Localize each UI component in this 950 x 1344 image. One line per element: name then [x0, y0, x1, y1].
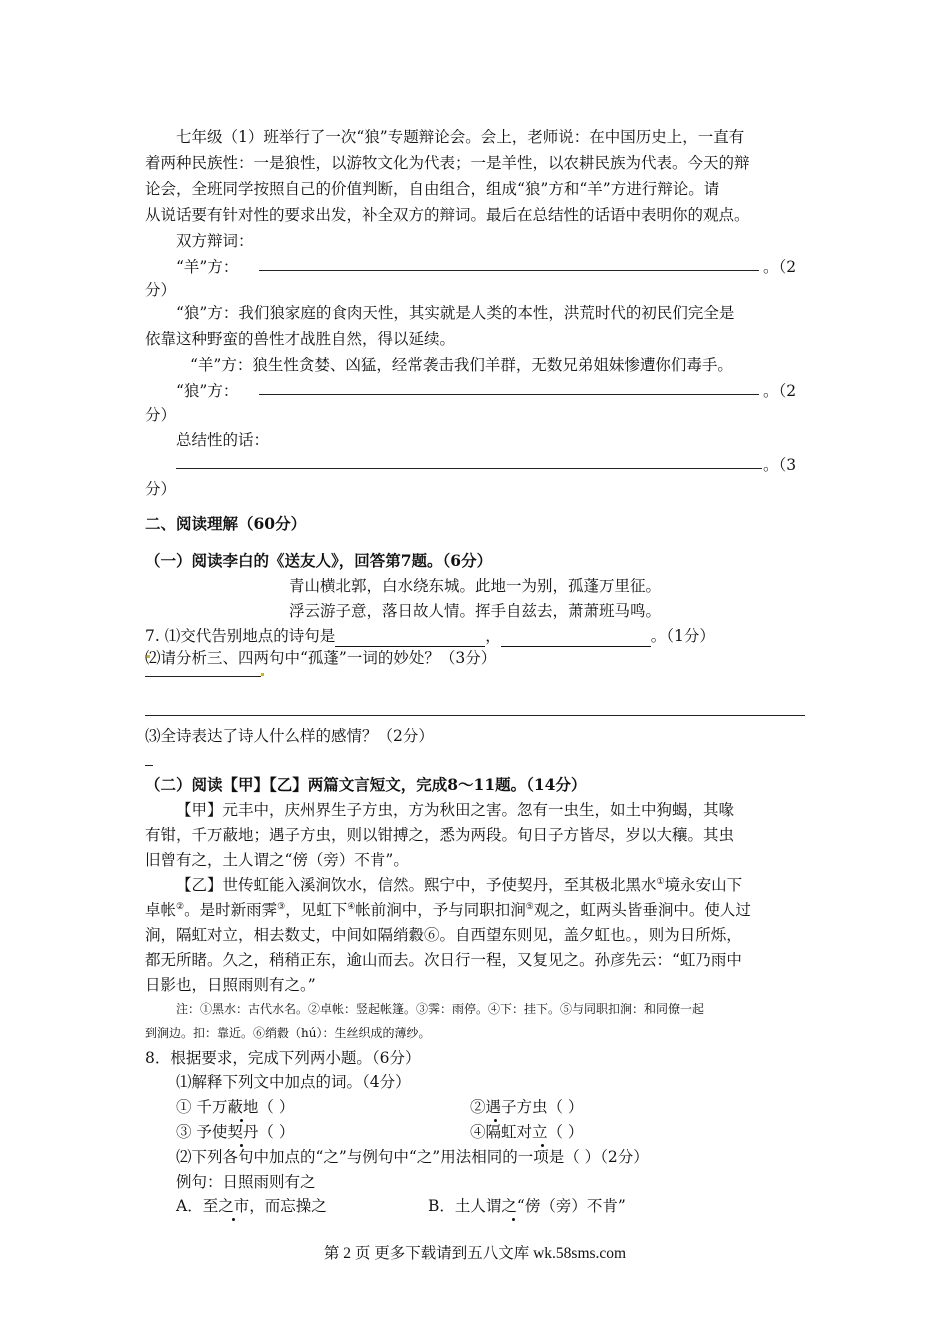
q7-2: ⑵请分析三、四两句中“孤蓬”一词的妙处？（3分）: [145, 649, 497, 667]
yi-line-1-text-a: 【乙】世传虹能入溪涧饮水，信然。熙宁中，予使契丹，至其极北黑水: [176, 876, 657, 894]
part-1-heading: （一）阅读李白的《送友人》，回答第7题。（6分）: [145, 551, 493, 570]
score-cont-1: 分）: [145, 281, 177, 299]
q8-2: ⑵下列各句中加点的“之”与例句中“之”用法相同的一项是（ ）（2分）: [176, 1148, 649, 1166]
yi-line-2-text-a: 卓帐: [145, 901, 177, 919]
q8-item-b[interactable]: ②遇子方虫（ ）: [470, 1098, 584, 1116]
q7-1-comma: ，: [485, 627, 501, 645]
score-end-1: 。（2: [763, 258, 797, 276]
q8-heading: 8．根据要求，完成下列两小题。（6分）: [145, 1049, 421, 1067]
q7-blank-2[interactable]: [501, 630, 651, 647]
score-cont-3: 分）: [145, 480, 177, 498]
yi-line-1: [176, 874, 742, 896]
yi-line-4: 都无所睹。久之，稍稍正东，逾山而去。次日行一程，又复见之。孙彦先云：“虹乃雨中: [145, 951, 742, 969]
q8-item-d[interactable]: ④隔虹对立（ ）: [470, 1123, 584, 1141]
emphasis-dot: [512, 1218, 515, 1221]
q8-1: ⑴解释下列文中加点的词。（4分）: [176, 1073, 411, 1091]
yi-line-2-text-e: 观之，虹两头皆垂涧中。使人过: [533, 901, 751, 919]
section-2-heading: 二、阅读理解（60分）: [145, 514, 307, 533]
notes-line-2: 到涧边。扣：靠近。⑥绡縠（hú）：生丝织成的薄纱。: [145, 1026, 431, 1040]
page-footer: 第 2 页 更多下载请到五八文库 wk.58sms.com: [323, 1245, 627, 1262]
note-ref-3: ③: [277, 901, 286, 912]
intro-line-4: 从说话要有针对性的要求出发，补全双方的辩词。最后在总结性的话语中表明你的观点。: [145, 206, 750, 224]
q7-1-suffix: 。（1分）: [650, 627, 715, 645]
emphasis-dot: [494, 1119, 497, 1122]
wolf-answer-blank[interactable]: [259, 394, 759, 395]
poem-line-2: 浮云游子意，落日故人情。挥手自兹去，萧萧班马鸣。: [289, 602, 662, 620]
yi-line-1-text-b: 境永安山下: [664, 876, 743, 894]
intro-line-2: 着两种民族性：一是狼性，以游牧文化为代表；一是羊性，以农耕民族为代表。今天的辩: [145, 154, 750, 172]
yi-line-2-text-b: 。是时新雨霁: [184, 901, 278, 919]
q7-2-short-blank[interactable]: [145, 676, 261, 677]
summary-answer-blank[interactable]: [176, 468, 762, 469]
score-end-2: 。（2: [763, 382, 797, 400]
jia-line-1: 【甲】元丰中，庆州界生子方虫，方为秋田之害。忽有一虫生，如土中狗蝎，其喙: [176, 801, 735, 819]
debate-label: 双方辩词：: [176, 232, 254, 250]
note-ref-2: ②: [176, 901, 185, 912]
q7-blank-1[interactable]: [335, 630, 485, 647]
yi-line-2: [145, 899, 751, 921]
wolf-line-1a: “狼”方：我们狼家庭的食肉天性，其实就是人类的本性，洪荒时代的初民们完全是: [176, 304, 735, 322]
score-cont-2: 分）: [145, 406, 177, 424]
summary-label: 总结性的话：: [176, 431, 270, 449]
q7-2-answer-line[interactable]: [145, 715, 805, 716]
q7-1: [145, 625, 715, 647]
poem-line-1: 青山横北郭，白水绕东城。此地一为别，孤蓬万里征。: [289, 577, 662, 595]
sheep-line-2: “羊”方：狼生性贪婪、凶猛，经常袭击我们羊群，无数兄弟姐妹惨遭你们毒手。: [190, 356, 733, 374]
option-a[interactable]: A．至之市，而忘操之: [176, 1197, 327, 1215]
yi-line-5: 日影也，日照雨则有之。”: [145, 976, 316, 994]
intro-line-3: 论会，全班同学按照自己的价值判断，自由组合，组成“狼”方和“羊”方进行辩论。请: [145, 180, 720, 198]
score-end-3: 。（3: [763, 456, 797, 474]
part-2-heading: （二）阅读【甲】【乙】两篇文言短文，完成8～11题。（14分）: [145, 775, 587, 794]
note-ref-4: ④: [347, 901, 356, 912]
q7-3-blank-stub[interactable]: [145, 765, 153, 766]
emphasis-dot: [232, 1218, 235, 1221]
wolf-line-1b: 依靠这种野蛮的兽性才战胜自然，得以延续。: [145, 330, 456, 348]
q8-item-c[interactable]: ③ 予使契丹（ ）: [176, 1123, 295, 1141]
example-sentence: 例句：日照雨则有之: [176, 1173, 316, 1191]
scan-mark: [261, 673, 264, 676]
yi-line-2-text-c: ，见虹下: [285, 901, 348, 919]
sheep-line-1-label: “羊”方：: [176, 258, 239, 276]
jia-line-2: 有钳，千万蔽地；遇子方虫，则以钳搏之，悉为两段。旬日子方皆尽，岁以大穰。其虫: [145, 826, 735, 844]
notes-line-1: 注：①黑水：古代水名。②卓帐：竖起帐篷。③霁：雨停。④下：挂下。⑤与同职扣涧：和同僚一起: [176, 1002, 705, 1016]
note-ref-5: ⑤: [525, 901, 534, 912]
jia-line-3: 旧曾有之，土人谓之“傍（旁）不肯”。: [145, 851, 409, 869]
wolf-line-2-label: “狼”方：: [176, 382, 239, 400]
q7-1-prefix: 7. ⑴交代告别地点的诗句是: [145, 627, 336, 645]
intro-line-1: 七年级（1）班举行了一次“狼”专题辩论会。会上，老师说：在中国历史上，一直有: [176, 128, 745, 146]
emphasis-dot: [240, 1119, 243, 1122]
yi-line-2-text-d: 帐前涧中，予与同职扣涧: [355, 901, 526, 919]
q8-item-a[interactable]: ① 千万蔽地（ ）: [176, 1098, 295, 1116]
q7-3: ⑶全诗表达了诗人什么样的感情？（2分）: [145, 727, 434, 745]
yi-line-3: 涧，隔虹对立，相去数丈，中间如隔绡縠⑥。自西望东则见，盖夕虹也。，则为日所烁，: [145, 926, 742, 944]
note-ref-1: ①: [656, 876, 665, 887]
sheep-answer-blank[interactable]: [259, 270, 759, 271]
option-b[interactable]: B．土人谓之“傍（旁）不肯”: [428, 1197, 626, 1215]
